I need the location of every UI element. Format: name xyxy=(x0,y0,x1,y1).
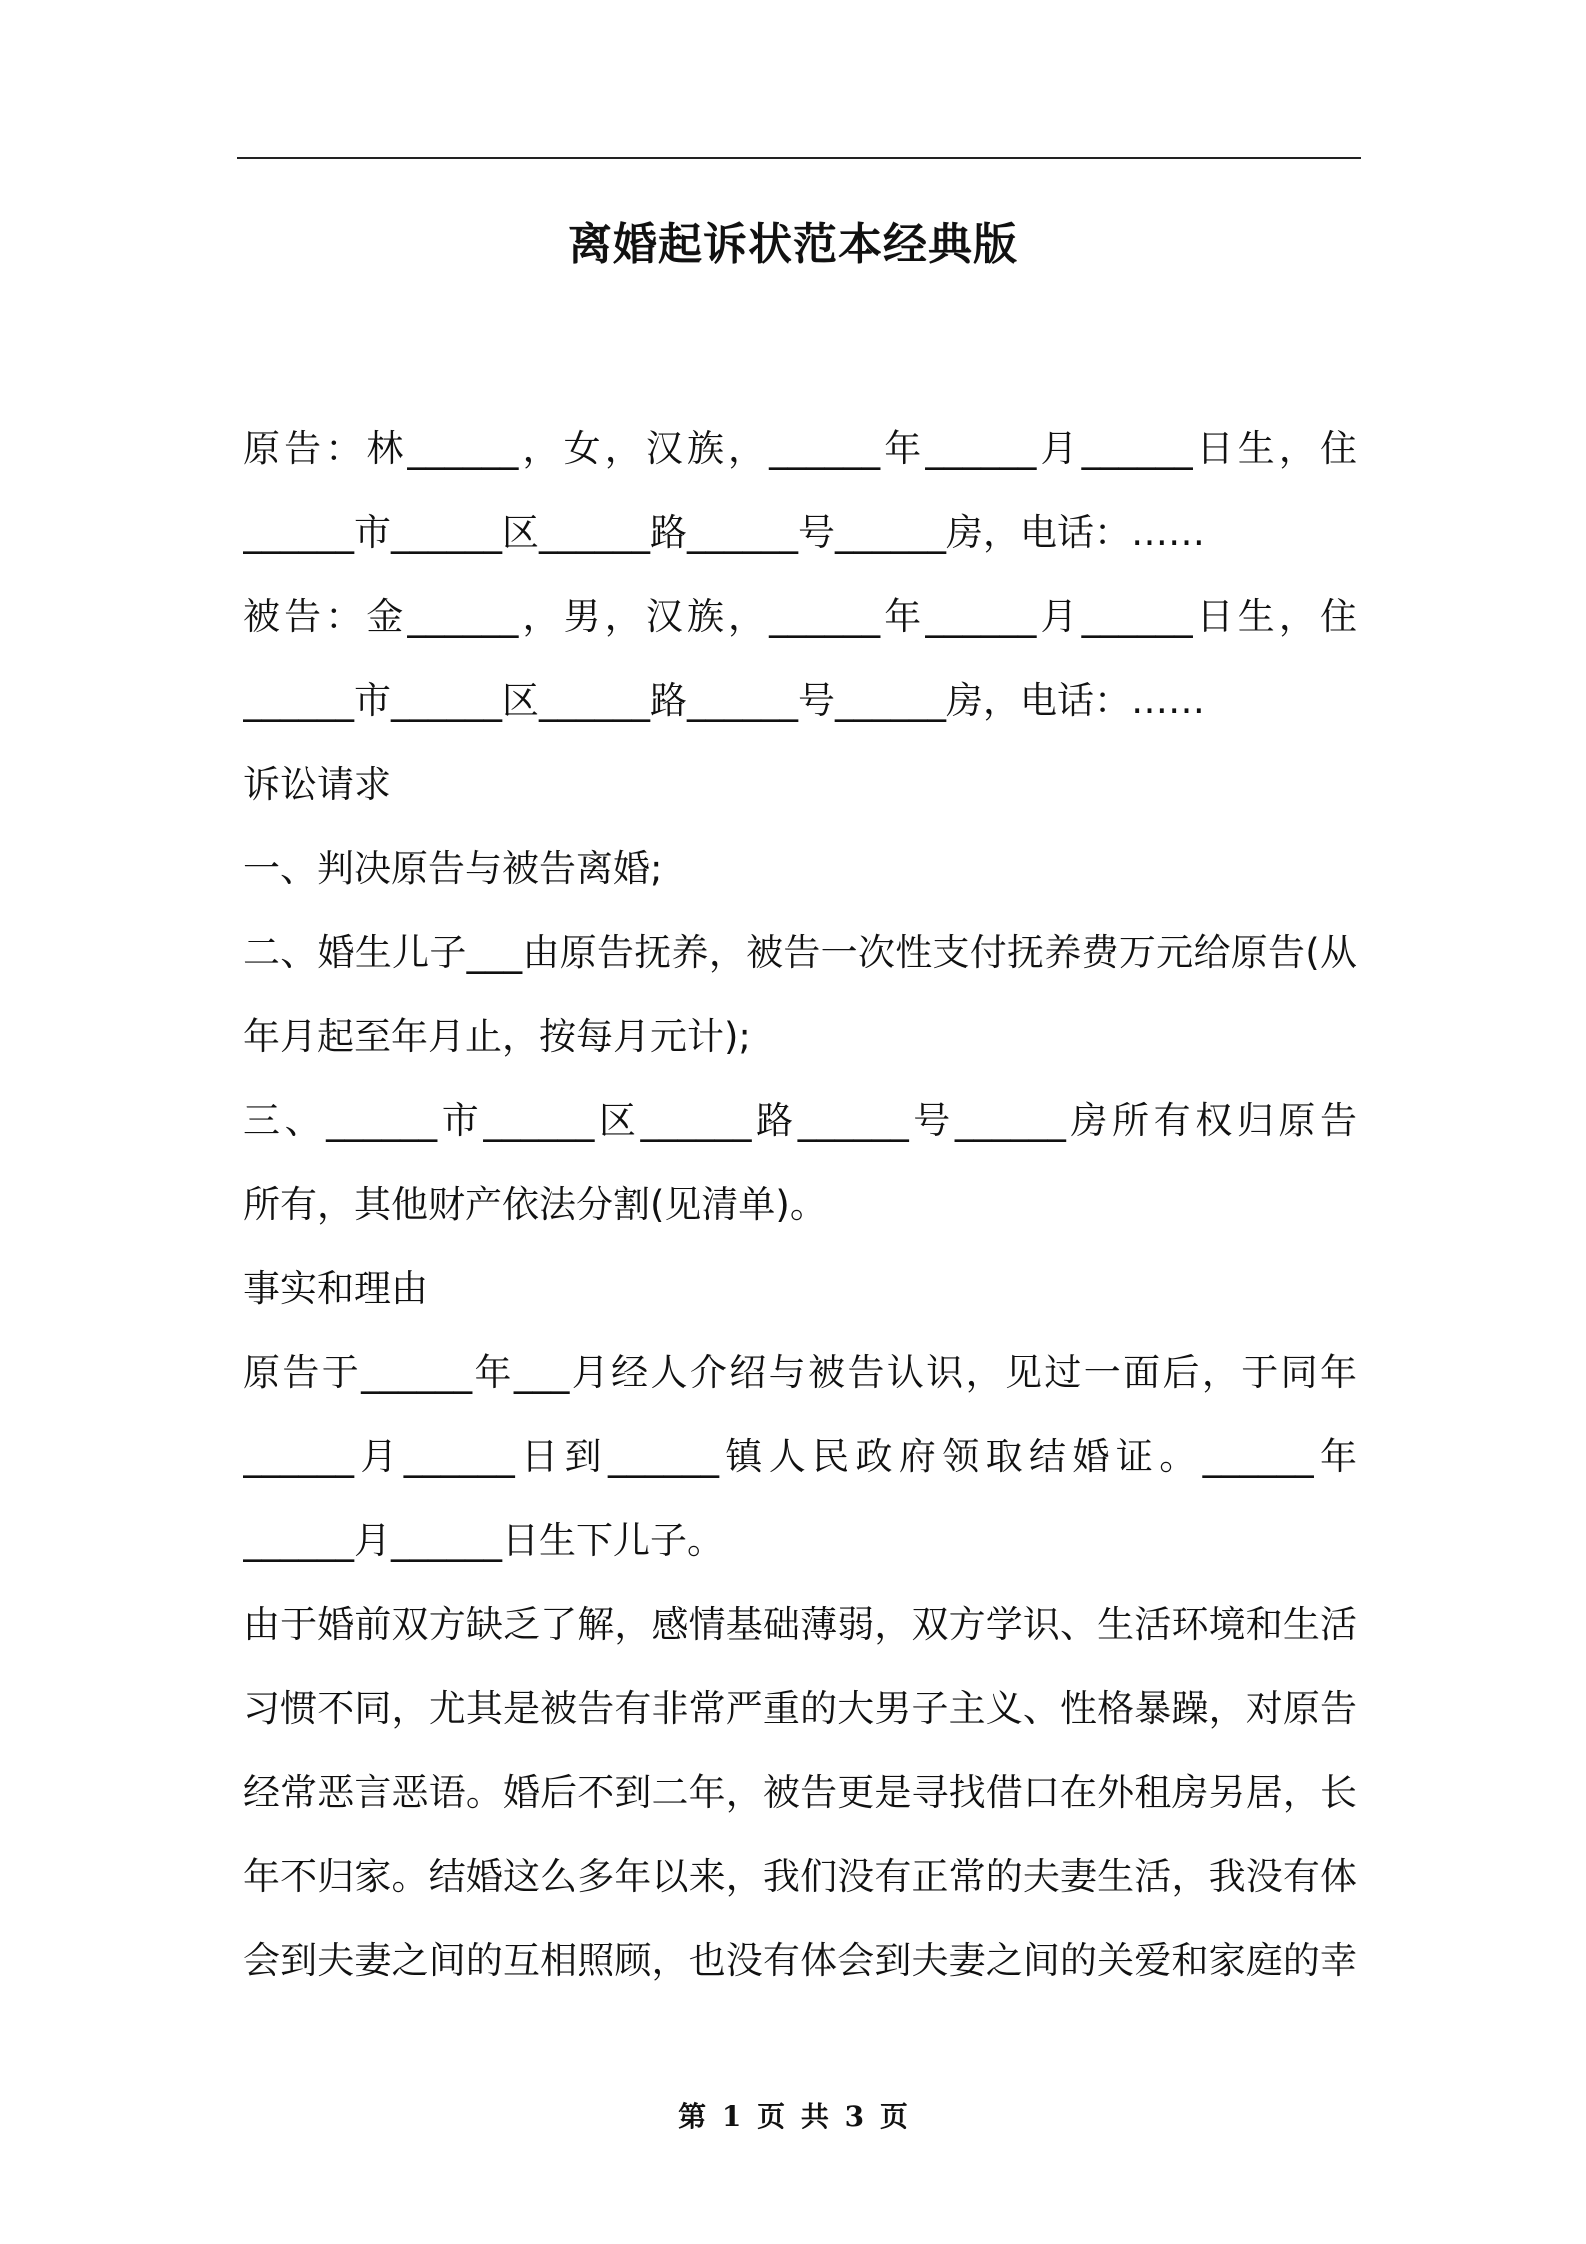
defendant-info-line-1: 被告：金______，男，汉族，______年______月______日生，住 xyxy=(243,595,1357,638)
page-number-footer: 第 1 页 共 3 页 xyxy=(678,2100,908,2133)
document-title: 离婚起诉状范本经典版 xyxy=(568,219,1018,270)
claim-item-2-line-2: 年月起至年月止，按每月元计); xyxy=(243,1015,751,1058)
claim-item-3-line-2: 所有，其他财产依法分割(见清单)。 xyxy=(243,1183,827,1226)
facts-paragraph-2-line-4: 年不归家。结婚这么多年以来，我们没有正常的夫妻生活，我没有体 xyxy=(243,1855,1357,1898)
facts-paragraph-2-line-5: 会到夫妻之间的互相照顾，也没有体会到夫妻之间的关爱和家庭的幸 xyxy=(243,1939,1357,1982)
header-rule xyxy=(237,157,1361,159)
facts-paragraph-2-line-3: 经常恶言恶语。婚后不到二年，被告更是寻找借口在外租房另居，长 xyxy=(243,1771,1357,1814)
claim-item-2-line-1: 二、婚生儿子___由原告抚养，被告一次性支付抚养费万元给原告(从 xyxy=(243,931,1357,974)
claim-item-3-line-1: 三、______市______区______路______号______房所有权归原告 xyxy=(243,1099,1357,1142)
facts-paragraph-2-line-1: 由于婚前双方缺乏了解，感情基础薄弱，双方学识、生活环境和生活 xyxy=(243,1603,1357,1646)
facts-paragraph-1-line-1: 原告于______年___月经人介绍与被告认识，见过一面后，于同年 xyxy=(243,1351,1357,1394)
facts-paragraph-1-line-2: ______月______日到______镇人民政府领取结婚证。______年 xyxy=(243,1435,1357,1478)
section-heading-facts: 事实和理由 xyxy=(243,1267,428,1310)
plaintiff-info-line-2: ______市______区______路______号______房，电话：…… xyxy=(243,511,1205,554)
document-body xyxy=(243,407,1357,2003)
section-heading-claims: 诉讼请求 xyxy=(243,763,391,806)
facts-paragraph-1-line-3: ______月______日生下儿子。 xyxy=(243,1519,724,1562)
claim-item-1: 一、判决原告与被告离婚; xyxy=(243,847,663,890)
facts-paragraph-2-line-2: 习惯不同，尤其是被告有非常严重的大男子主义、性格暴躁，对原告 xyxy=(243,1687,1357,1730)
defendant-info-line-2: ______市______区______路______号______房，电话：…… xyxy=(243,679,1205,722)
plaintiff-info-line-1: 原告：林______，女，汉族，______年______月______日生，住 xyxy=(243,427,1357,470)
